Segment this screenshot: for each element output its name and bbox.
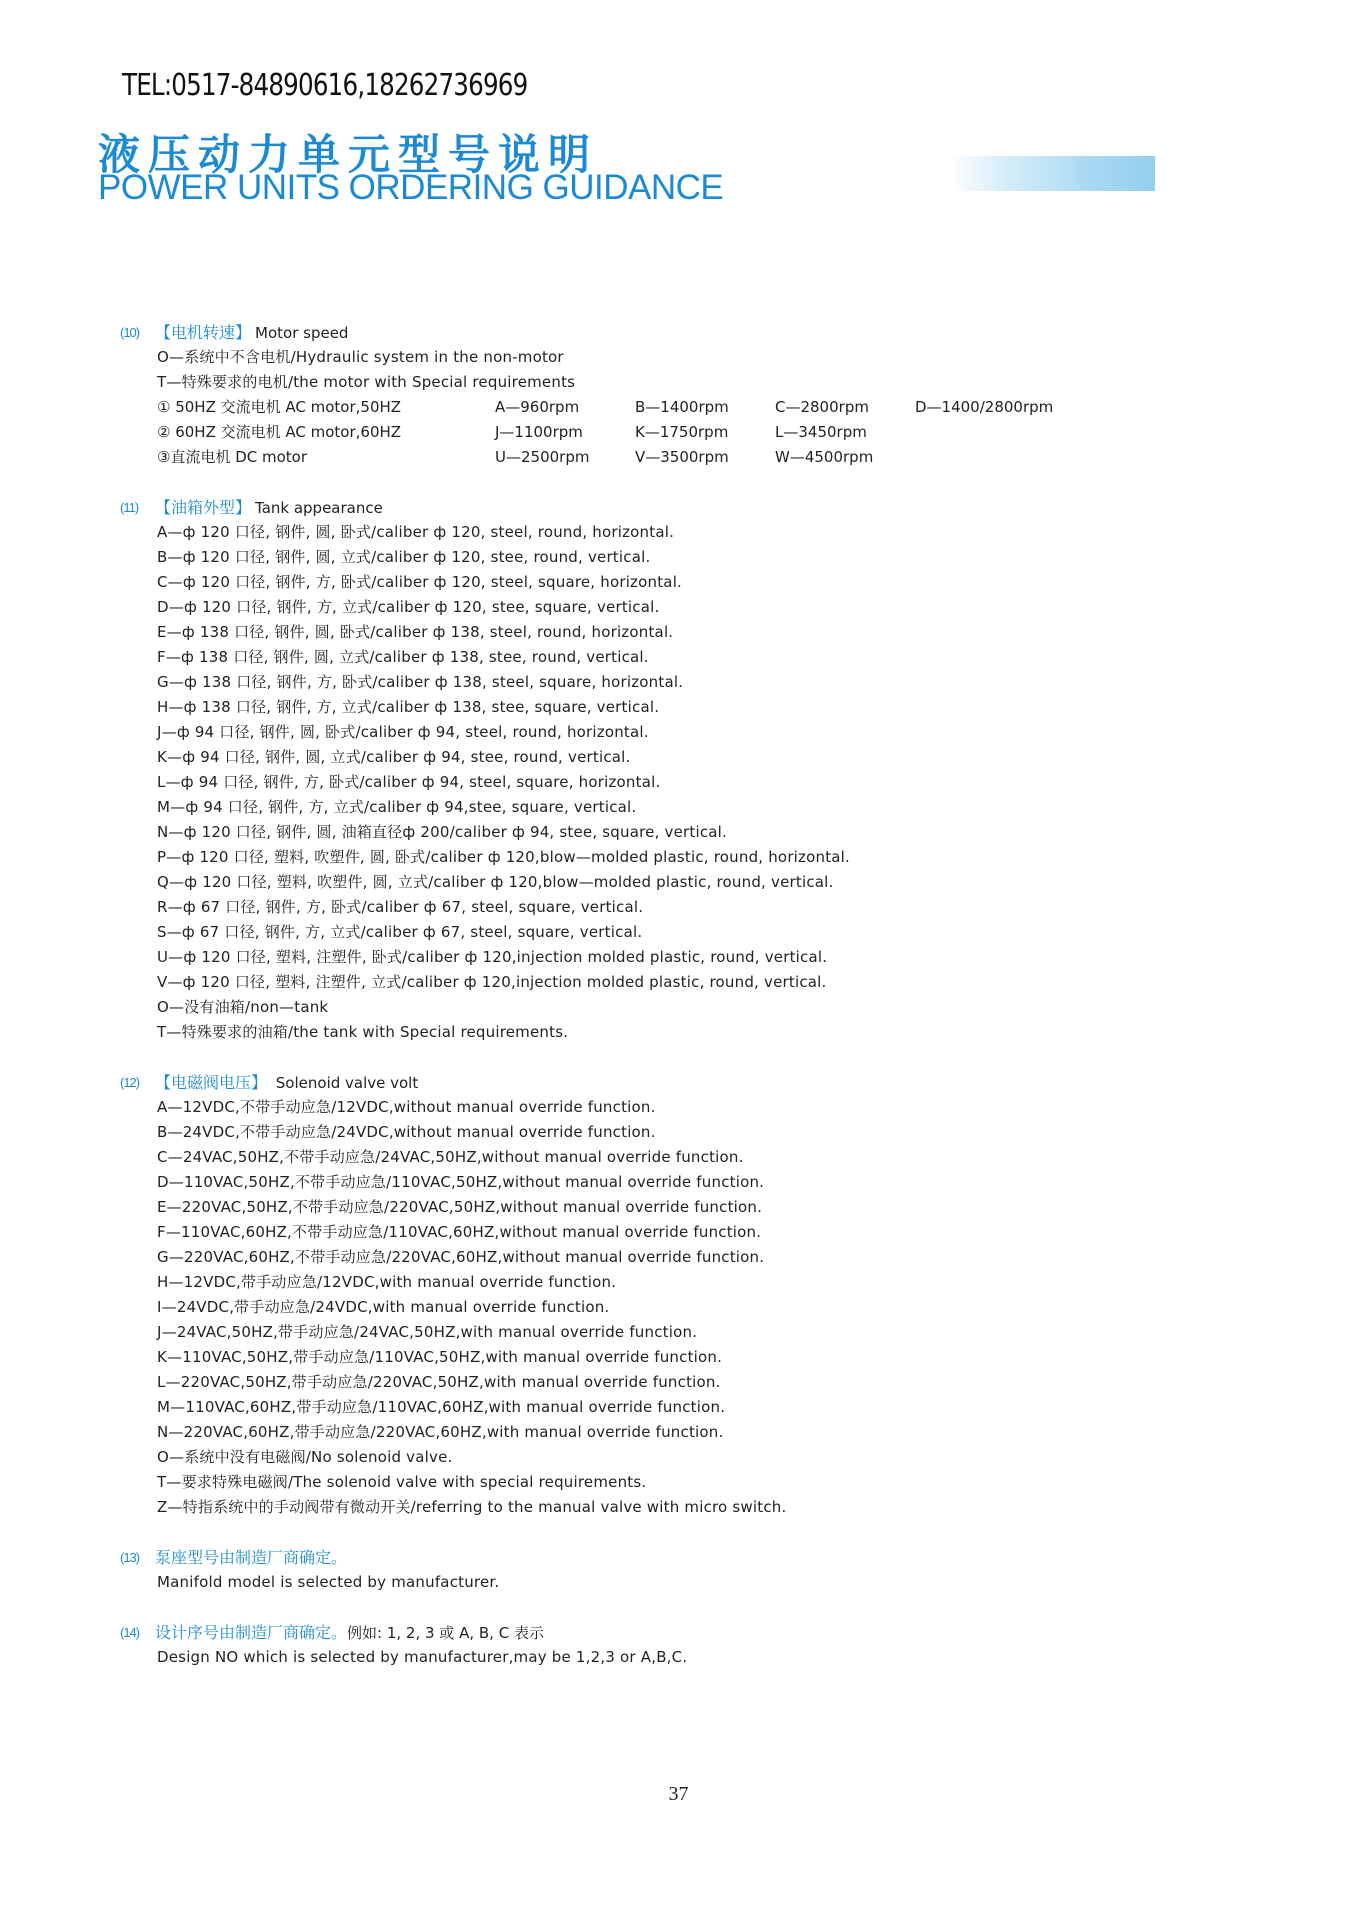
section-number: (10)	[120, 325, 140, 340]
list-item: Manifold model is selected by manufacturer.	[157, 1573, 500, 1591]
section-heading	[120, 320, 1100, 345]
list-item: I—24VDC,带手动应急/24VDC,with manual override function.	[157, 1298, 610, 1316]
list-item: H—12VDC,带手动应急/12VDC,with manual override function.	[157, 1273, 617, 1291]
solenoid-option-list	[120, 1095, 786, 1520]
section-number: (14)	[120, 1625, 140, 1640]
list-item: R—ф 67 口径, 钢件, 方, 卧式/caliber ф 67, steel, square, vertical.	[157, 898, 644, 916]
speed-label: ① 50HZ 交流电机 AC motor,50HZ	[157, 398, 402, 416]
speed-label: ② 60HZ 交流电机 AC motor,60HZ	[157, 423, 402, 441]
section-heading	[120, 1545, 499, 1570]
section-manifold-model	[120, 1545, 499, 1595]
list-item: J—24VAC,50HZ,带手动应急/24VAC,50HZ,with manual override function.	[157, 1323, 698, 1341]
tank-option-list	[120, 520, 850, 1045]
section-title: 泵座型号由制造厂商确定。	[155, 1548, 348, 1567]
list-item: M—ф 94 口径, 钢件, 方, 立式/caliber ф 94,stee, square, vertical.	[157, 798, 637, 816]
section-title: 设计序号由制造厂商确定。例如: 1, 2, 3 或 A, B, C 表示	[155, 1623, 544, 1642]
list-item: N—220VAC,60HZ,带手动应急/220VAC,60HZ,with manual override function.	[157, 1423, 724, 1441]
list-item: G—ф 138 口径, 钢件, 方, 卧式/caliber ф 138, steel, square, horizontal.	[157, 673, 684, 691]
section-design-number	[120, 1620, 687, 1670]
table-row	[120, 420, 1100, 445]
list-item: P—ф 120 口径, 塑料, 吹塑件, 圆, 卧式/caliber ф 120,blow—molded plastic, round, horizontal.	[157, 848, 851, 866]
title-accent-bar	[950, 156, 1155, 191]
speed-value: C—2800rpm	[775, 398, 869, 416]
page-title-english: POWER UNITS ORDERING GUIDANCE	[98, 168, 724, 207]
table-row	[120, 395, 1100, 420]
list-item: K—ф 94 口径, 钢件, 圆, 立式/caliber ф 94, stee, round, vertical.	[157, 748, 631, 766]
section-heading	[120, 1620, 687, 1645]
list-item: L—ф 94 口径, 钢件, 方, 卧式/caliber ф 94, steel, square, horizontal.	[157, 773, 661, 791]
section-number: (12)	[120, 1075, 140, 1090]
speed-value: A—960rpm	[495, 398, 580, 416]
speed-value: V—3500rpm	[635, 448, 729, 466]
speed-value: W—4500rpm	[775, 448, 874, 466]
list-item: A—12VDC,不带手动应急/12VDC,without manual override function.	[157, 1098, 656, 1116]
list-item: B—24VDC,不带手动应急/24VDC,without manual override function.	[157, 1123, 656, 1141]
section-solenoid-valve-volt	[120, 1070, 786, 1520]
list-item: V—ф 120 口径, 塑料, 注塑件, 立式/caliber ф 120,injection molded plastic, round, vertical.	[157, 973, 827, 991]
list-item: D—ф 120 口径, 钢件, 方, 立式/caliber ф 120, stee, square, vertical.	[157, 598, 660, 616]
list-item: N—ф 120 口径, 钢件, 圆, 油箱直径ф 200/caliber ф 94, stee, square, vertical.	[157, 823, 727, 841]
section-heading	[120, 495, 850, 520]
list-item: L—220VAC,50HZ,带手动应急/220VAC,50HZ,with manual override function.	[157, 1373, 721, 1391]
list-item: G—220VAC,60HZ,不带手动应急/220VAC,60HZ,without manual override function.	[157, 1248, 765, 1266]
motor-option-list	[120, 345, 1100, 395]
section-number: (13)	[120, 1550, 140, 1565]
list-item: B—ф 120 口径, 钢件, 圆, 立式/caliber ф 120, stee, round, vertical.	[157, 548, 651, 566]
list-item: D—110VAC,50HZ,不带手动应急/110VAC,50HZ,without manual override function.	[157, 1173, 765, 1191]
list-item: C—24VAC,50HZ,不带手动应急/24VAC,50HZ,without manual override function.	[157, 1148, 744, 1166]
speed-value: D—1400/2800rpm	[915, 398, 1054, 416]
list-item: O—系统中没有电磁阀/No solenoid valve.	[157, 1448, 453, 1466]
list-item: E—220VAC,50HZ,不带手动应急/220VAC,50HZ,without manual override function.	[157, 1198, 763, 1216]
section-title: 【电磁阀电压】 Solenoid valve volt	[155, 1073, 419, 1092]
phone-number: TEL:0517-84890616,18262736969	[122, 68, 528, 103]
list-item: F—ф 138 口径, 钢件, 圆, 立式/caliber ф 138, stee, round, vertical.	[157, 648, 649, 666]
speed-value: B—1400rpm	[635, 398, 729, 416]
list-item: H—ф 138 口径, 钢件, 方, 立式/caliber ф 138, stee, square, vertical.	[157, 698, 660, 716]
section-title: 【电机转速】 Motor speed	[155, 323, 349, 342]
list-item: C—ф 120 口径, 钢件, 方, 卧式/caliber ф 120, steel, square, horizontal.	[157, 573, 683, 591]
speed-value: J—1100rpm	[495, 423, 583, 441]
list-item: J—ф 94 口径, 钢件, 圆, 卧式/caliber ф 94, steel, round, horizontal.	[157, 723, 649, 741]
list-item: T—特殊要求的电机/the motor with Special requirements	[157, 373, 576, 391]
section-title: 【油箱外型】 Tank appearance	[155, 498, 383, 517]
list-item: O—没有油箱/non—tank	[157, 998, 329, 1016]
section-number: (11)	[120, 500, 139, 515]
list-item: A—ф 120 口径, 钢件, 圆, 卧式/caliber ф 120, steel, round, horizontal.	[157, 523, 675, 541]
list-item: K—110VAC,50HZ,带手动应急/110VAC,50HZ,with manual override function.	[157, 1348, 723, 1366]
section-tank-appearance	[120, 495, 850, 1045]
list-item: Z—特指系统中的手动阀带有微动开关/referring to the manual valve with micro switch.	[157, 1498, 787, 1516]
section-heading	[120, 1070, 786, 1095]
speed-value: U—2500rpm	[495, 448, 590, 466]
list-item: E—ф 138 口径, 钢件, 圆, 卧式/caliber ф 138, steel, round, horizontal.	[157, 623, 674, 641]
list-item: F—110VAC,60HZ,不带手动应急/110VAC,60HZ,without manual override function.	[157, 1223, 762, 1241]
table-row	[120, 445, 1100, 470]
speed-label: ③直流电机 DC motor	[157, 448, 308, 466]
list-item: M—110VAC,60HZ,带手动应急/110VAC,60HZ,with manual override function.	[157, 1398, 726, 1416]
list-item: Design NO which is selected by manufacturer,may be 1,2,3 or A,B,C.	[157, 1648, 688, 1666]
speed-table	[120, 395, 1100, 470]
list-item: T—要求特殊电磁阀/The solenoid valve with special requirements.	[157, 1473, 647, 1491]
speed-value: K—1750rpm	[635, 423, 729, 441]
list-item: Q—ф 120 口径, 塑料, 吹塑件, 圆, 立式/caliber ф 120,blow—molded plastic, round, vertical.	[157, 873, 834, 891]
design-number-note	[120, 1645, 687, 1670]
speed-value: L—3450rpm	[775, 423, 867, 441]
page-number: 37	[668, 1783, 689, 1805]
list-item: T—特殊要求的油箱/the tank with Special requirements.	[157, 1023, 569, 1041]
list-item: S—ф 67 口径, 钢件, 方, 立式/caliber ф 67, steel, square, vertical.	[157, 923, 643, 941]
manifold-note	[120, 1570, 499, 1595]
list-item: O—系统中不含电机/Hydraulic system in the non-motor	[157, 348, 564, 366]
list-item: U—ф 120 口径, 塑料, 注塑件, 卧式/caliber ф 120,injection molded plastic, round, vertical.	[157, 948, 828, 966]
section-motor-speed	[120, 320, 1100, 470]
page-title-chinese: 液压动力单元型号说明	[98, 130, 599, 179]
